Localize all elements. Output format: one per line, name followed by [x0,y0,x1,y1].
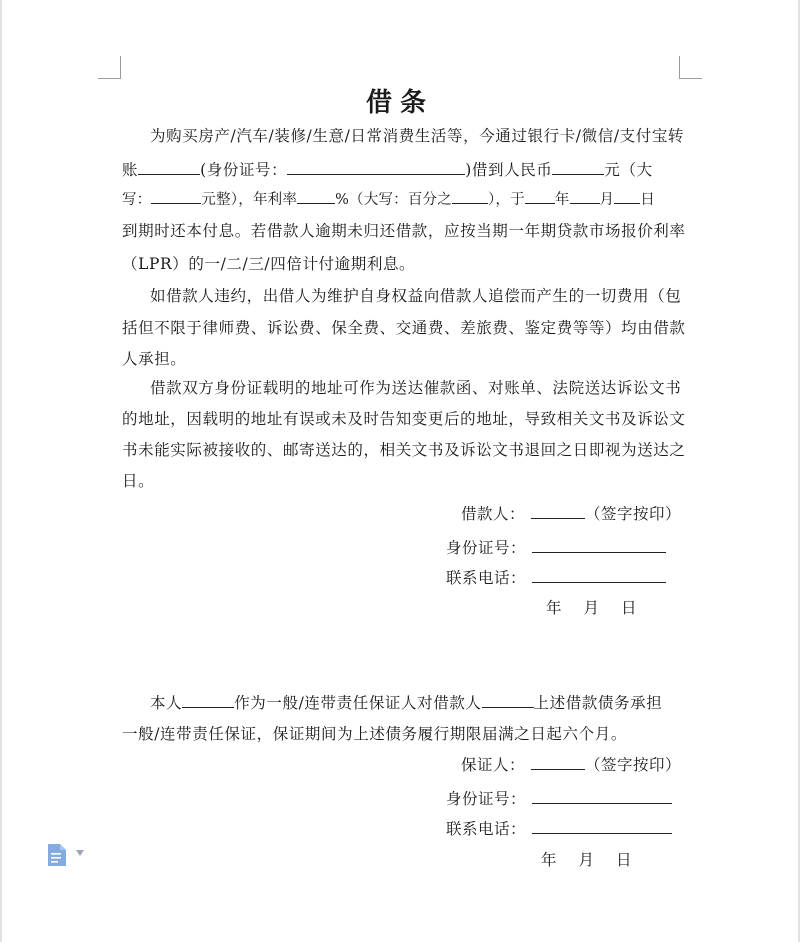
p1-line-3 [122,188,655,209]
guarantor-date-year: 年 [541,851,557,869]
p1-text: 账 [122,161,139,179]
borrower-id-label: 身份证号： [446,539,527,557]
p1-line-2 [122,158,653,180]
borrower-sign-note: （签字按印） [585,505,682,523]
p1-text: 月 [599,192,615,208]
p3-line-3: 书未能实际被接收的、邮寄送达的，相关文书及诉讼文书退回之日即视为送达之 [122,441,686,459]
guarantor-label: 保证人： [461,756,526,774]
guarantor-date-month: 月 [578,851,595,869]
due-year-blank[interactable] [525,189,555,204]
p1-text: %（大写：百分之 [335,192,452,208]
guarantee-borrower-blank[interactable] [482,693,534,708]
borrower-label: 借款人： [461,505,526,523]
dropdown-arrow-icon[interactable] [75,849,85,857]
guarantor-id-row [446,787,672,809]
p1-text: 写： [122,192,152,208]
margin-mark-top-right [679,56,702,79]
guarantee-text: 本人 [150,694,183,712]
guarantor-sign-blank[interactable] [531,755,585,770]
p3-line-1: 借款双方身份证载明的地址可作为送达催款函、对账单、法院送达诉讼文书 [150,379,682,397]
guarantor-name-blank[interactable] [182,693,234,708]
borrower-date-row [546,596,637,618]
due-month-blank[interactable] [570,189,600,204]
margin-mark-top-left [98,56,121,79]
p2-line-3: 人承担。 [122,350,187,368]
guarantor-phone-label: 联系电话： [446,820,527,838]
borrower-id-blank[interactable] [532,538,666,553]
amount-uppercase-blank[interactable] [151,189,201,204]
guarantee-text: 上述借款债务承担 [533,694,663,712]
borrower-phone-label: 联系电话： [446,569,527,587]
p1-line-4: 到期时还本付息。若借款人逾期未归还借款，应按当期一年期贷款市场报价利率 [122,222,686,240]
borrower-phone-blank[interactable] [532,568,666,583]
guarantor-sign-note: （签字按印） [585,756,682,774]
due-day-blank[interactable] [614,189,640,204]
guarantor-sign-row [461,753,681,775]
p1-text: ），于 [487,192,525,208]
borrower-date-day: 日 [621,599,637,617]
borrower-date-month: 月 [583,599,600,617]
borrower-date-year: 年 [546,599,562,617]
p1-text: 日 [640,192,655,208]
guarantee-text: 作为一般/连带责任保证人对借款人 [234,694,482,712]
p3-line-4: 日。 [122,472,155,490]
interest-uppercase-blank[interactable] [452,189,488,204]
amount-blank[interactable] [552,160,604,175]
borrower-sign-row [461,502,681,524]
p1-text: (身份证号： [200,161,288,179]
p1-text: )借到人民币 [465,161,553,179]
p2-line-2: 括但不限于律师费、诉讼费、保全费、交通费、差旅费、鉴定费等等）均由借款 [122,319,686,337]
guarantor-date-row [541,848,632,870]
borrower-phone-row [446,566,666,588]
lender-id-blank[interactable] [287,160,465,175]
p1-text: 元整），年利率 [201,192,298,208]
p2-line-1: 如借款人违约，出借人为维护自身权益向借款人追偿而产生的一切费用（包 [150,287,682,305]
document-icon[interactable] [46,843,68,867]
guarantee-line-1 [150,691,662,713]
p1-text: 年 [554,192,570,208]
guarantor-id-label: 身份证号： [446,790,527,808]
p1-line-5: （LPR）的一/二/三/四倍计付逾期利息。 [122,255,416,273]
borrower-name-blank[interactable] [531,504,585,519]
p3-line-2: 的地址，因载明的地址有误或未及时告知变更后的地址，导致相关文书及诉讼文 [122,410,686,428]
lender-name-blank[interactable] [138,160,200,175]
page-edge-left [0,0,2,942]
document-title: 借条 [365,88,434,118]
interest-rate-blank[interactable] [297,189,335,204]
guarantor-phone-row [446,817,672,839]
guarantee-line-2: 一般/连带责任保证，保证期间为上述债务履行期限届满之日起六个月。 [122,725,627,743]
p1-text: 元（大 [604,161,653,179]
guarantor-date-day: 日 [616,851,632,869]
p1-line-1: 为购买房产/汽车/装修/生意/日常消费生活等，今通过银行卡/微信/支付宝转 [150,127,685,145]
guarantor-id-blank[interactable] [532,789,672,804]
borrower-id-row [446,536,666,558]
guarantor-phone-blank[interactable] [532,819,672,834]
